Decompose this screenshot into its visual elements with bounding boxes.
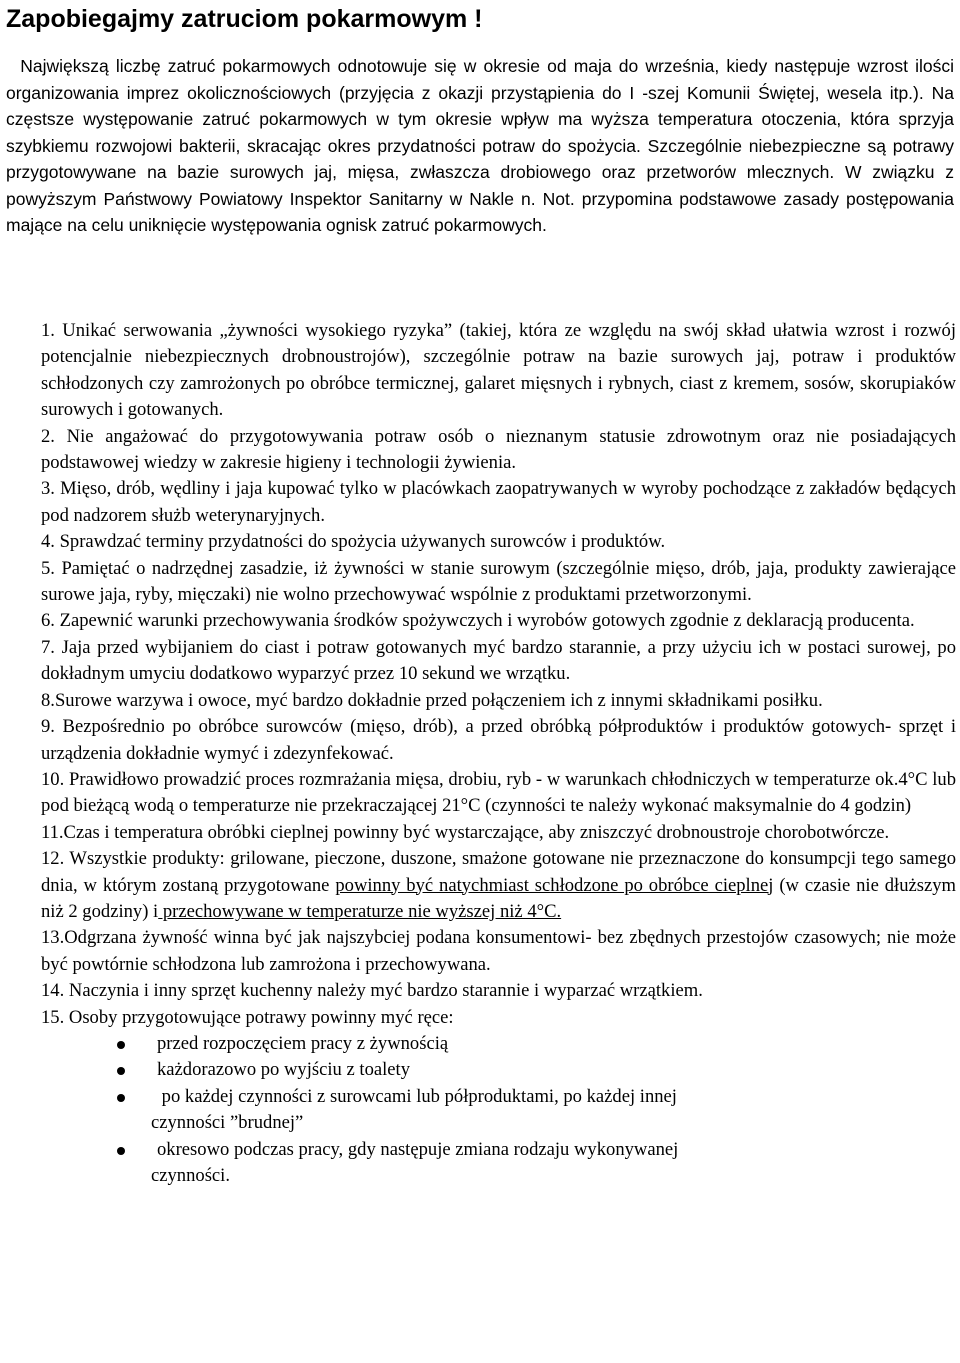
page-title: Zapobiegajmy zatruciom pokarmowym ! bbox=[6, 5, 483, 33]
bullet-item bbox=[41, 1084, 956, 1137]
rules-list bbox=[41, 318, 956, 1189]
rule-12-text: 12. Wszystkie produkty: grilowane, pieczone, duszone, smażone gotowane nie przeznaczone do konsumpcji tego samego dnia, w którym zostaną przygotowane bbox=[41, 848, 956, 896]
rule-12-underlined-storage: przechowywane w temperaturze nie wyższej niż 4°C. bbox=[158, 900, 562, 922]
bullet-text: okresowo podczas pracy, gdy następuje zmiana rodzaju wykonywanej bbox=[157, 1138, 679, 1160]
rule-12-time: (w czasie nie dłuższym niż 2 godziny) i bbox=[41, 874, 957, 922]
bullet-item bbox=[41, 1057, 956, 1083]
rule-3: 3. Mięso, drób, wędliny i jaja kupować tylko w placówkach zaopatrywanych w wyroby pochodzące z zakładów będących pod nadzorem służb weterynaryjnych. bbox=[41, 478, 956, 526]
bullet-icon bbox=[117, 1147, 125, 1155]
hand-washing-list bbox=[41, 1031, 956, 1189]
rule-6: 6. Zapewnić warunki przechowywania środków spożywczych i wyrobów gotowych zgodnie z deklaracją producenta. bbox=[41, 610, 915, 632]
bullet-item bbox=[41, 1031, 956, 1057]
rule-12-underlined-cooling: powinny być natychmiast schłodzone po obróbce cieplnej bbox=[335, 874, 774, 896]
bullet-icon bbox=[117, 1041, 125, 1049]
bullet-icon bbox=[117, 1067, 125, 1075]
rule-11: 11.Czas i temperatura obróbki cieplnej powinny być wystarczające, aby zniszczyć drobnoustroje chorobotwórcze. bbox=[41, 821, 890, 843]
bullet-text: po każdej czynności z surowcami lub półproduktami, po każdej innej bbox=[157, 1085, 677, 1107]
rule-8: 8.Surowe warzywa i owoce, myć bardzo dokładnie przed połączeniem ich z innymi składnikami posiłku. bbox=[41, 689, 823, 711]
bullet-continuation: czynności ”brudnej” bbox=[151, 1112, 304, 1134]
intro-text: Największą liczbę zatruć pokarmowych odnotowuje się w okresie od maja do września, kiedy następuje wzrost ilości organizowania imprez okolicznościowych (przyjęcia z okazji przystąpienia do I -szej Komunii Świętej, wesela itp.). Na częstsze występowanie zatruć pokarmowych w tym okresie wpływ ma wyższa temperatura otoczenia, która sprzyja szybkiemu rozwojowi bakterii, skracając okres przydatności potraw do spożycia. Szczególnie niebezpieczne są potrawy przygotowywane na bazie surowych jaj, mięsa, zwłaszcza drobiowego oraz przetworów mlecznych. W związku z powyższym Państwowy Powiatowy Inspektor Sanitarny w Nakle n. Not. przypomina podstawowe zasady postępowania mające na celu uniknięcie występowania ognisk zatruć pokarmowych. bbox=[6, 56, 959, 235]
rule-12 bbox=[41, 846, 956, 925]
rule-5: 5. Pamiętać o nadrzędnej zasadzie, iż żywności w stanie surowym (szczególnie mięso, drób, jaja, produkty zawierające surowe jaja, ryby, mięczaki) nie wolno przechowywać wspólnie z produktami przetworzonymi. bbox=[41, 557, 956, 606]
bullet-continuation: czynności. bbox=[151, 1165, 230, 1186]
rule-10: 10. Prawidłowo prowadzić proces rozmrażania mięsa, drobiu, ryb - w warunkach chłodniczych w temperaturze ok.4°C lub pod bieżącą wodą o temperaturze nie przekraczającej 21°C (czynności te należy wykonać maksymalnie do 4 godzin) bbox=[41, 768, 956, 817]
intro-paragraph bbox=[6, 53, 959, 239]
rule-14: 14. Naczynia i inny sprzęt kuchenny należy myć bardzo starannie i wyparzać wrzątkiem. bbox=[41, 980, 703, 1002]
rule-1: 1. Unikać serwowania „żywności wysokiego ryzyka” (takiej, która ze względu na swój skład ułatwia wzrost i rozwój potencjalnie niebezpiecznych drobnoustrojów), szczególnie potraw na bazie surowych jaj, potraw i produktów schłodzonych czy zamrożonych po obróbce termicznej, galaret mięsnych i rybnych, ciast z kremem, sosów, skorupiaków surowych i gotowanych. bbox=[41, 320, 956, 421]
bullet-icon bbox=[117, 1094, 125, 1102]
rule-2: 2. Nie angażować do przygotowywania potraw osób o nieznanym statusie zdrowotnym oraz nie posiadających podstawowej wiedzy w zakresie higieny i technologii żywienia. bbox=[41, 425, 956, 474]
rule-7: 7. Jaja przed wybijaniem do ciast i potraw gotowanych myć bardzo starannie, a przy użyciu ich w postaci surowej, po dokładnym umyciu dodatkowo wyparzyć przez 10 sekund we wrzątku. bbox=[41, 636, 956, 685]
bullet-item bbox=[41, 1137, 956, 1190]
rule-13: 13.Odgrzana żywność winna być jak najszybciej podana konsumentowi- bez zbędnych przestojów czasowych; nie może być powtórnie schłodzona lub zamrożona i przechowywana. bbox=[41, 927, 956, 975]
rule-9: 9. Bezpośrednio po obróbce surowców (mięso, drób), a przed obróbką półproduktów i produktów gotowych- sprzęt i urządzenia dokładnie wymyć i zdezynfekować. bbox=[41, 716, 956, 764]
rule-15: 15. Osoby przygotowujące potrawy powinny myć ręce: bbox=[41, 1006, 454, 1028]
bullet-text: każdorazowo po wyjściu z toalety bbox=[157, 1059, 410, 1081]
bullet-text: przed rozpoczęciem pracy z żywnością bbox=[157, 1032, 449, 1054]
rule-4: 4. Sprawdzać terminy przydatności do spożycia używanych surowców i produktów. bbox=[41, 531, 666, 553]
